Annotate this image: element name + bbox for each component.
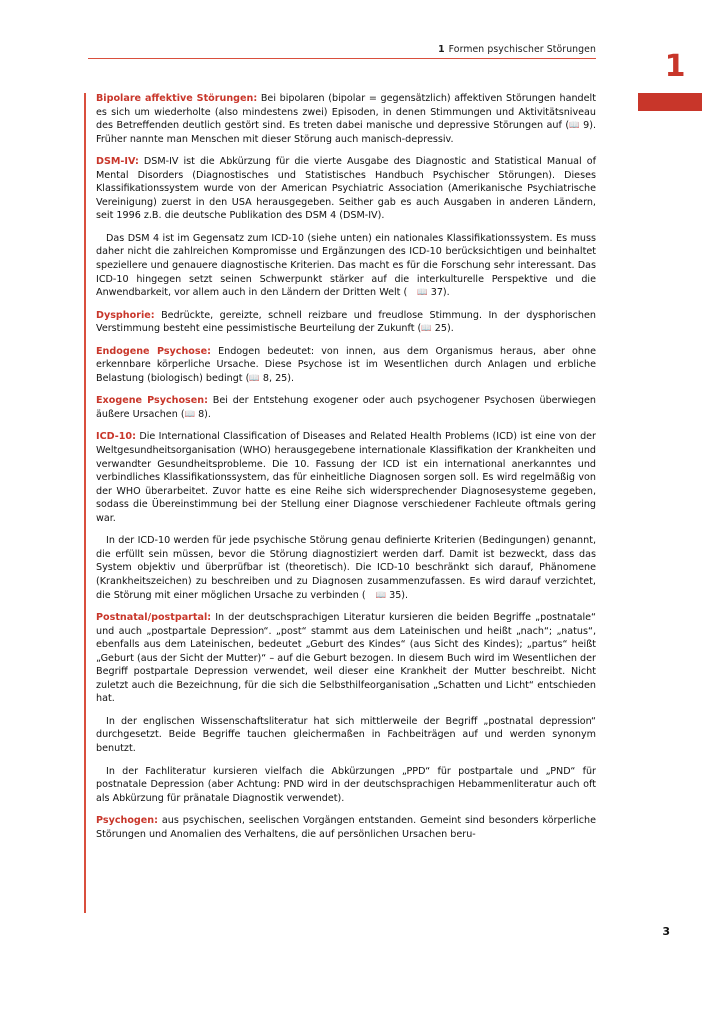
glossary-definition: Das DSM 4 ist im Gegensatz zum ICD-10 (siehe unten) ein nationales Klassifikationssystem. Es muss daher nicht die zahlreichen Kompromisse und Ergänzungen des ICD-10 berücksichtigen und beinhaltet speziellere und genauere diagnostische Kriterien. Das macht es für die Forschung sehr interessant. Das ICD-10 hingegen setzt seinen Schwerpunkt stärker auf die interkulturelle Perspektive und die Anwendbarkeit, vor allem auch in den Ländern der Dritten Welt ( 📖 37). bbox=[96, 232, 596, 299]
glossary-entry bbox=[96, 345, 596, 386]
glossary-definition: In der Fachliteratur kursieren vielfach die Abkürzungen „PPD“ für postpartale und „PND“ für postnatale Depression (aber Achtung: PND wird in der deutschsprachigen Hebammenliteratur auch oft als Abkürzung für pränatale Diagnostik verwendet). bbox=[96, 765, 596, 804]
glossary-entry bbox=[96, 309, 596, 336]
book-icon: 📖 bbox=[249, 372, 260, 383]
glossary-entry-continuation bbox=[96, 715, 596, 756]
glossary-entry bbox=[96, 430, 596, 525]
glossary-definition: In der ICD-10 werden für jede psychische Störung genau definierte Kriterien (Bedingungen) genannt, die erfüllt sein müssen, bevor die Störung diagnostiziert werden darf. Damit ist bezweckt, dass das System objektiv und überprüfbar ist (theoretisch). Die ICD-10 beschränkt sich darauf, Phänomene (Krankheitszeichen) zu beschreiben und zu Diagnosen zusammenzufassen. Es wird darauf verzichtet, die Störung mit einer möglichen Ursache zu verbinden ( 📖 35). bbox=[96, 535, 596, 601]
glossary-entry bbox=[96, 155, 596, 223]
glossary-term: ICD-10: bbox=[96, 431, 136, 443]
glossary-term: Dysphorie: bbox=[96, 309, 155, 321]
glossary-definition: Bei bipolaren (bipolar = gegensätzlich) affektiven Störungen handelt es sich um wiederholte (also mindestens zwei) Episoden, in denen Stimmungen und Aktivitätsniveau des Betreffenden deutlich gestört sind. Es treten dabei manische und depressive Störungen auf (📖 9). Früher nannte man Menschen mit dieser Störung auch manisch-depressiv. bbox=[96, 93, 597, 145]
glossary-entry-continuation bbox=[96, 534, 596, 602]
glossary-entry bbox=[96, 814, 596, 841]
glossary-term: Postnatal/postpartal: bbox=[96, 612, 212, 624]
glossary-term: Bipolare affektive Störungen: bbox=[96, 93, 258, 104]
book-icon: 📖 bbox=[569, 119, 580, 130]
glossary-definition: In der englischen Wissenschaftsliteratur hat sich mittlerweile der Begriff „postnatal depression“ durchgesetzt. Beide Begriffe tauchen gleichermaßen in Fachbeiträgen auf und werden synonym benutzt. bbox=[96, 715, 596, 754]
book-icon: 📖 bbox=[421, 322, 432, 333]
glossary-term: Exogene Psychosen: bbox=[96, 395, 208, 407]
header-rule bbox=[88, 58, 596, 59]
body-text-column bbox=[96, 92, 596, 850]
running-header bbox=[88, 44, 596, 55]
glossary-definition: Bei der Entstehung exogener oder auch psychogener Psychosen überwiegen äußere Ursachen (📖 8). bbox=[96, 395, 596, 420]
glossary-term: DSM-IV: bbox=[96, 156, 139, 168]
glossary-definition: Bedrückte, gereizte, schnell reizbare und freudlose Stimmung. In der dysphorischen Verstimmung besteht eine pessimistische Beurteilung der Zukunft (📖 25). bbox=[96, 309, 596, 335]
header-chapter-title: Formen psychischer Störungen bbox=[448, 44, 596, 55]
glossary-entry-continuation bbox=[96, 765, 596, 806]
column-side-rule bbox=[84, 93, 86, 913]
chapter-marker-digit: 1 bbox=[664, 49, 686, 84]
book-icon: 📖 bbox=[375, 589, 387, 599]
glossary-definition: In der deutschsprachigen Literatur kursieren die beiden Begriffe „postnatale“ und auch „postpartale Depression“. „post“ stammt aus dem Lateinischen und heißt „nach“; „natus“, ebenfalls aus dem Lateinischen, bedeutet „Geburt des Kindes“ (aus Sicht des Kindes); „partus“ heißt „Geburt (aus der Sicht der Mutter)“ – auf die Geburt bezogen. In diesem Buch wird im Wesentlichen der Begriff postpartale Depression verwendet, weil dieser eine Krankheit der Mutter beschreibt. Nicht zuletzt auch die Bezeichnung, für die sich die Selbsthilfeorganisation „Schatten und Licht“ entschieden hat. bbox=[96, 612, 596, 705]
page-number: 3 bbox=[662, 925, 670, 938]
glossary-definition: aus psychischen, seelischen Vorgängen entstanden. Gemeint sind besonders körperliche Störungen und Anomalien des Verhaltens, die auf persönlichen Ursachen beru- bbox=[96, 815, 596, 840]
book-icon: 📖 bbox=[417, 286, 428, 297]
glossary-entry-continuation bbox=[96, 232, 596, 300]
header-chapter-number: 1 bbox=[438, 44, 445, 55]
glossary-term: Endogene Psychose: bbox=[96, 345, 211, 357]
glossary-definition: Die International Classification of Diseases and Related Health Problems (ICD) ist eine von der Weltgesundheitsorganisation (WHO) herausgegebene internationale Klassifikation der Krankheiten und verwandter Gesundheitsprobleme. Die 10. Fassung der ICD ist ein international anerkanntes und verbindliches Klassifikationssystem, das für einheitliche Diagnosen sorgen soll. Es wird regelmäßig von der WHO überarbeitet. Zuvor hatte es eine Reihe sich widersprechender Diagnosesysteme gegeben, sodass die Übereinstimmung bei der Stellung einer Diagnose verschiedener Fachleute oftmals gering war. bbox=[96, 431, 597, 524]
chapter-marker-tab bbox=[638, 93, 702, 111]
book-icon: 📖 bbox=[184, 408, 196, 419]
glossary-term: Psychogen: bbox=[96, 815, 158, 827]
glossary-entry bbox=[96, 611, 596, 706]
glossary-definition: DSM-IV ist die Abkürzung für die vierte Ausgabe des Diagnostic and Statistical Manual of Mental Disorders (Diagnostisches und Statistisches Handbuch Psychischer Störungen). Dieses Klassifikationssystem wurde von der American Psychiatric Association (Amerikanische Psychiatrische Vereinigung) zuerst in den USA herausgegeben. Seither gab es auch Ausgaben in anderen Ländern, seit 1996 z.B. die deutsche Publikation des DSM 4 (DSM-IV). bbox=[96, 156, 596, 222]
glossary-definition: Endogen bedeutet: von innen, aus dem Organismus heraus, aber ohne erkennbare körperliche Ursache. Diese Psychose ist im Wesentlichen durch Anlagen und erbliche Belastung (biologisch) bedingt (📖 8, 25). bbox=[96, 345, 596, 384]
glossary-entry bbox=[96, 92, 596, 146]
glossary-entry bbox=[96, 394, 596, 421]
